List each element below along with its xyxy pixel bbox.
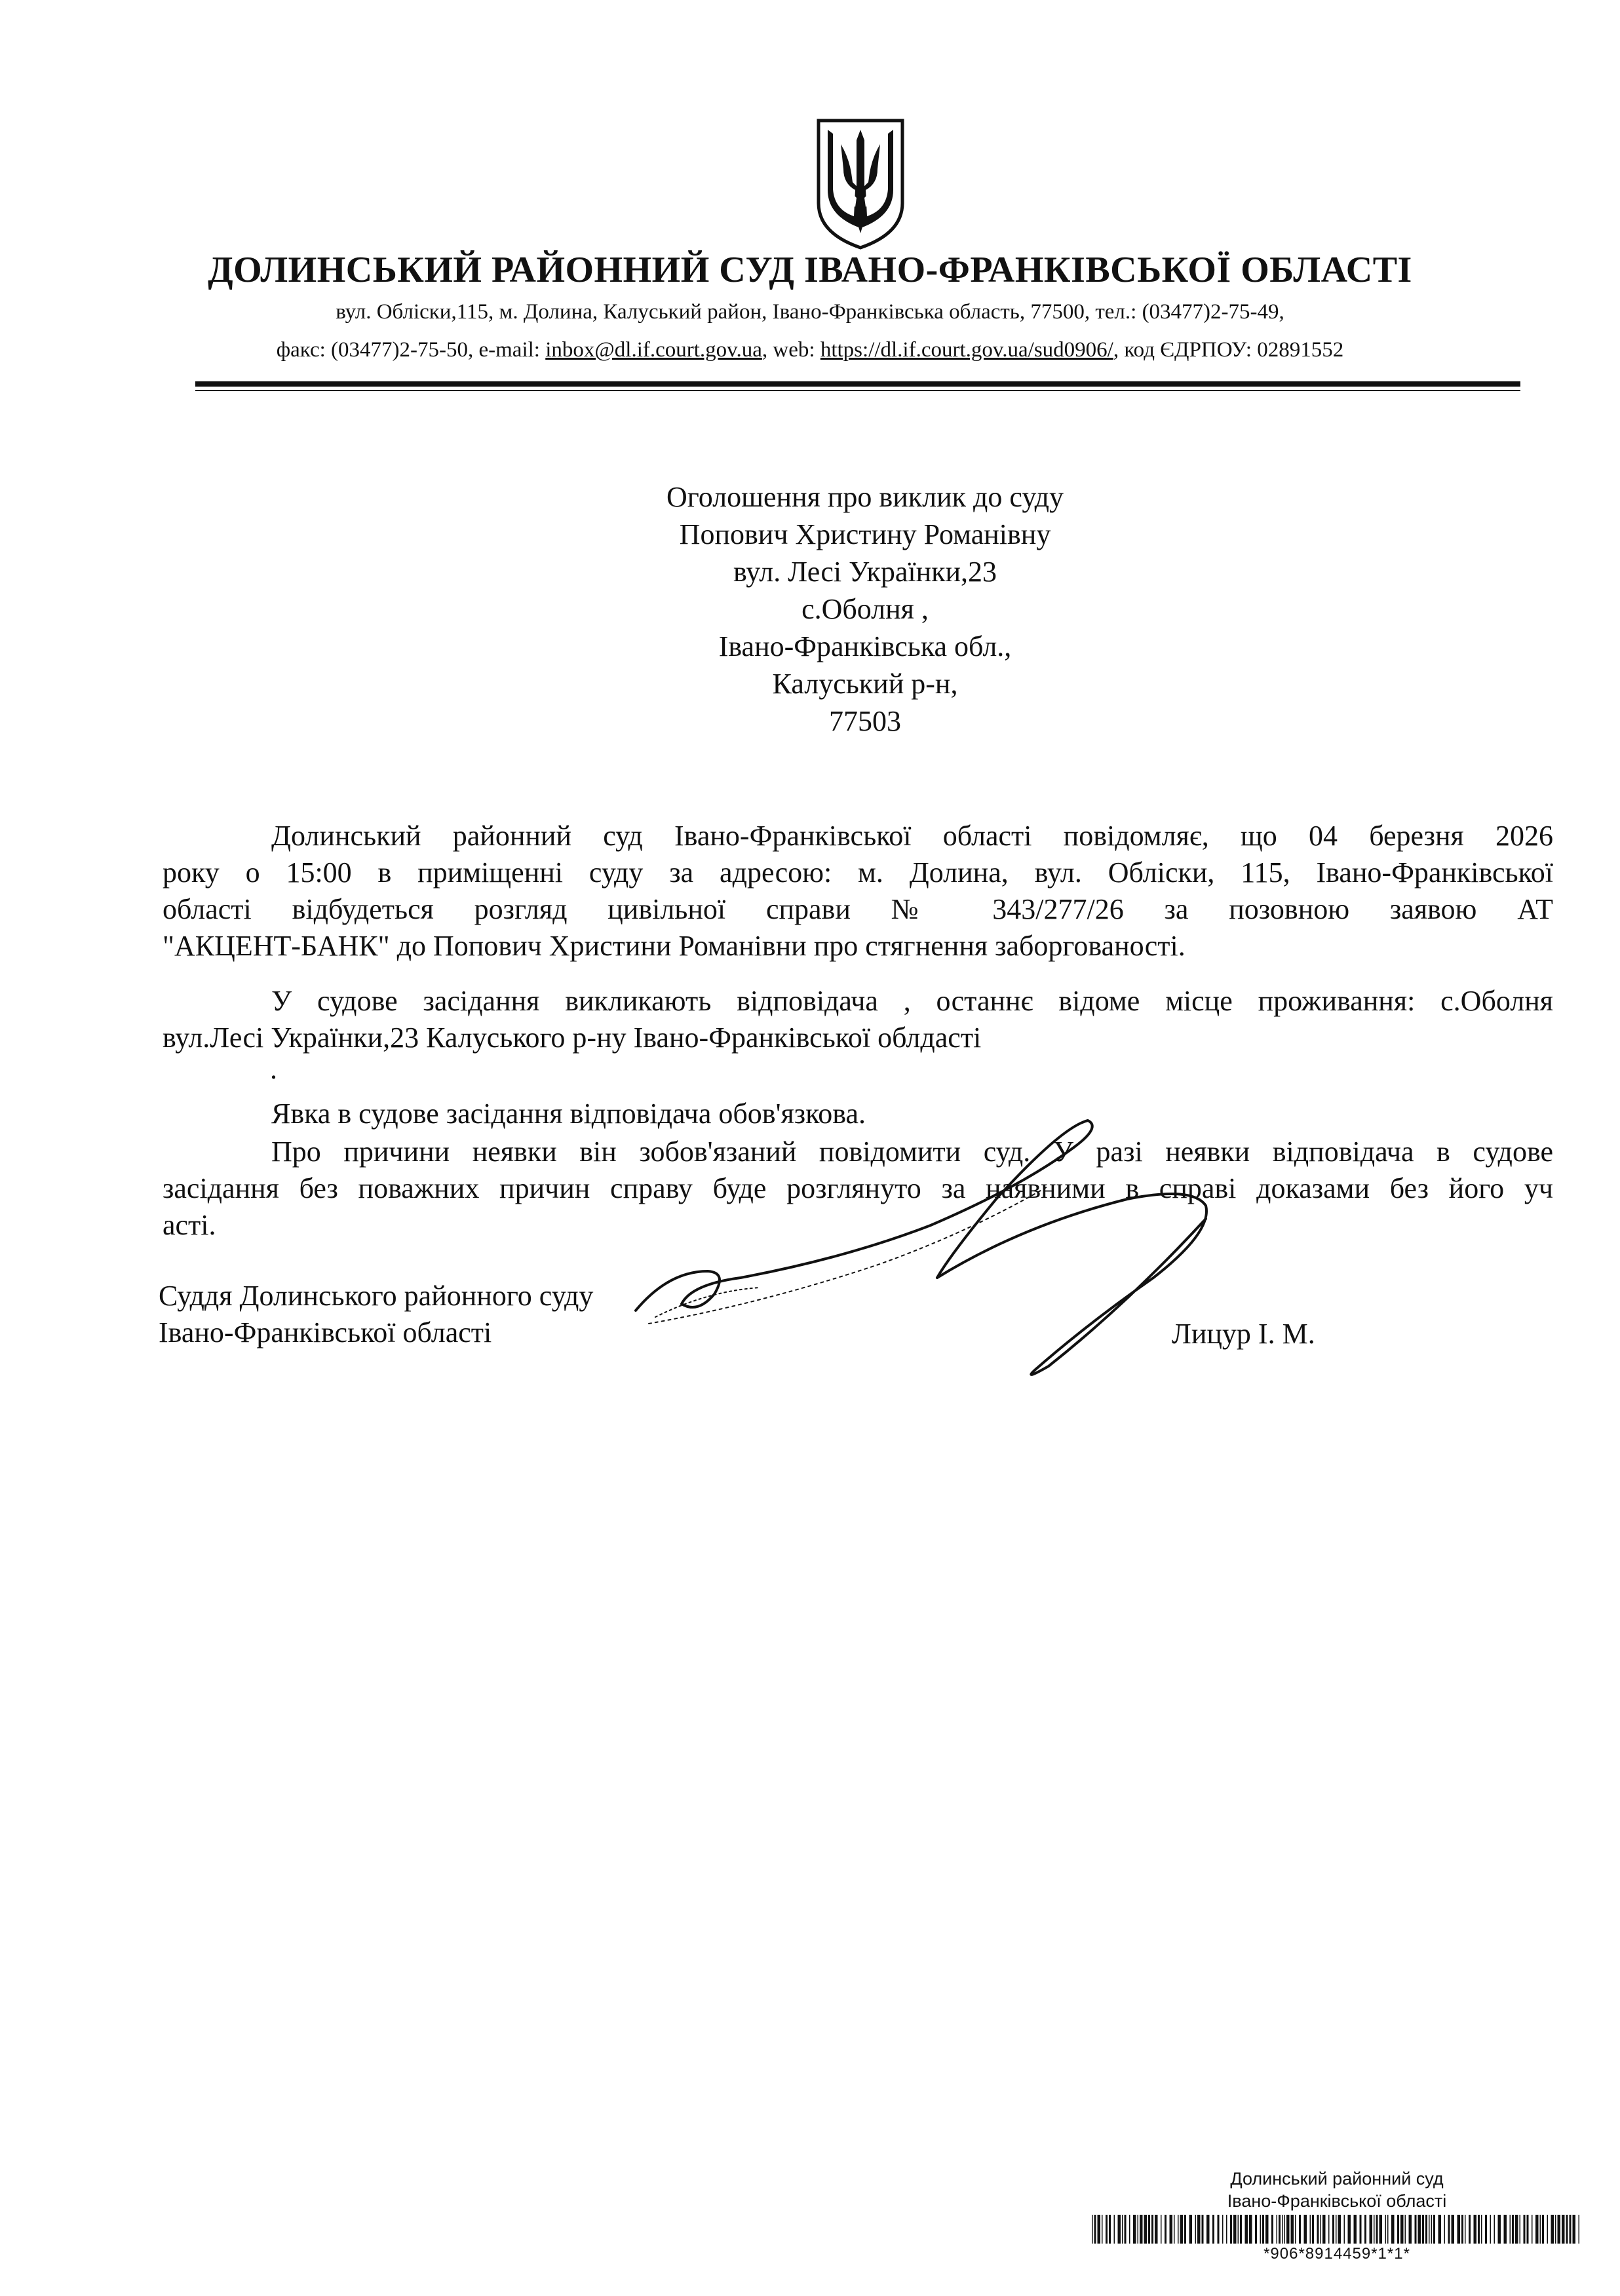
barcode-bar — [1262, 2215, 1264, 2244]
barcode-bar — [1094, 2215, 1096, 2244]
barcode-bar — [1336, 2215, 1337, 2244]
barcode-bar — [1573, 2215, 1576, 2244]
barcode-bar — [1195, 2215, 1197, 2244]
judge-title-line: Івано-Франківської області — [159, 1316, 492, 1349]
barcode-bar — [1535, 2215, 1539, 2244]
barcode-bar — [1360, 2215, 1362, 2244]
addressee-village: с.Оболня , — [801, 593, 929, 625]
barcode-bar — [1155, 2215, 1158, 2244]
barcode-bar — [1429, 2215, 1430, 2244]
barcode-bar — [1206, 2215, 1210, 2244]
barcode-bar — [1304, 2215, 1307, 2244]
court-address: вул. Обліски,115, м. Долина, Калуський район, Івано-Франківська область, 77500, тел.: (03477)2-75-49, — [336, 300, 1284, 324]
addressee-street: вул. Лесі Українки,23 — [733, 556, 997, 588]
barcode-bar — [1504, 2215, 1507, 2244]
barcode-bar — [1114, 2215, 1115, 2244]
addressee-postcode: 77503 — [829, 705, 901, 737]
barcode — [1092, 2215, 1583, 2244]
summons-paragraph — [163, 983, 1553, 1056]
barcode-bar — [1249, 2215, 1252, 2244]
barcode-bar — [1125, 2215, 1127, 2244]
barcode-bar — [1321, 2215, 1322, 2244]
barcode-bar — [1510, 2215, 1511, 2244]
barcode-bar — [1317, 2215, 1319, 2244]
barcode-bar — [1425, 2215, 1427, 2244]
barcode-bar — [1409, 2215, 1412, 2244]
barcode-bar — [1222, 2215, 1224, 2244]
barcode-bar — [1286, 2215, 1290, 2244]
barcode-bar — [1465, 2215, 1466, 2244]
barcode-bar — [1218, 2215, 1220, 2244]
barcode-bar — [1354, 2215, 1357, 2244]
barcode-bar — [1520, 2215, 1521, 2244]
barcode-bar — [1498, 2215, 1501, 2244]
barcode-bar — [1494, 2215, 1495, 2244]
court-name: ДОЛИНСЬКИЙ РАЙОННИЙ СУД ІВАНО-ФРАНКІВСЬКОЇ ОБЛАСТІ — [208, 250, 1412, 290]
barcode-bar — [1415, 2215, 1417, 2244]
barcode-bar — [1418, 2215, 1421, 2244]
barcode-bar — [1161, 2215, 1162, 2244]
barcode-bar — [1189, 2215, 1193, 2244]
paragraph-line: У судове засідання викликають відповідача , останнє відоме місце проживання: с.Оболня — [271, 985, 1553, 1017]
judge-title-line: Суддя Долинського районного суду — [159, 1280, 594, 1312]
barcode-bar — [1129, 2215, 1130, 2244]
paragraph-line: засідання без поважних причин справу буде розглянуто за наявними в справі доказами без його уч — [163, 1172, 1553, 1204]
addressee-name: Попович Христину Романівну — [679, 518, 1051, 550]
paragraph-line: асті. — [163, 1209, 216, 1241]
barcode-bar — [1332, 2215, 1334, 2244]
barcode-bar — [1312, 2215, 1314, 2244]
judge-name: Лицур І. М. — [1172, 1318, 1315, 1350]
stamp-court-line: Долинський районний суд — [1230, 2169, 1444, 2189]
barcode-bar — [1348, 2215, 1351, 2244]
barcode-bar — [1291, 2215, 1294, 2244]
barcode-bar — [1170, 2215, 1173, 2244]
barcode-bar — [1490, 2215, 1492, 2244]
paragraph-line: вул.Лесі Українки,23 Калуського р-ну Івано-Франківської облдасті — [163, 1022, 982, 1054]
stray-dot: . — [270, 1053, 277, 1085]
barcode-bar — [1265, 2215, 1269, 2244]
barcode-bar — [1374, 2215, 1375, 2244]
barcode-bar — [1562, 2215, 1565, 2244]
barcode-bar — [1397, 2215, 1399, 2244]
barcode-bar — [1184, 2215, 1186, 2244]
barcode-bar — [1405, 2215, 1406, 2244]
barcode-bar — [1178, 2215, 1179, 2244]
letterhead-rule-thick — [195, 381, 1520, 387]
barcode-bar — [1431, 2215, 1433, 2244]
barcode-bar — [1106, 2215, 1108, 2244]
barcode-bar — [1566, 2215, 1568, 2244]
barcode-bar — [1438, 2215, 1442, 2244]
barcode-bar — [1226, 2215, 1227, 2244]
website-link[interactable]: https://dl.if.court.gov.ua/sud0906/ — [820, 338, 1113, 362]
barcode-bar — [1271, 2215, 1273, 2244]
barcode-bar — [1202, 2215, 1204, 2244]
barcode-bar — [1165, 2215, 1167, 2244]
barcode-bar — [1532, 2215, 1533, 2244]
barcode-bar — [1478, 2215, 1480, 2244]
web-label: , web: — [762, 338, 820, 362]
barcode-bar — [1174, 2215, 1175, 2244]
barcode-bar — [1282, 2215, 1283, 2244]
barcode-bar — [1547, 2215, 1549, 2244]
barcode-bar — [1328, 2215, 1330, 2244]
barcode-bar — [1474, 2215, 1477, 2244]
barcode-bar — [1230, 2215, 1232, 2244]
barcode-number: *906*8914459*1*1* — [1263, 2245, 1410, 2263]
barcode-bar — [1138, 2215, 1139, 2244]
paragraph-line: року о 15:00 в приміщенні суду за адресою: м. Долина, вул. Обліски, 115, Івано-Франківської — [163, 856, 1553, 889]
barcode-bar — [1433, 2215, 1435, 2244]
barcode-bar — [1180, 2215, 1184, 2244]
addressee-district: Калуський р-н, — [772, 668, 958, 700]
letterhead-rule-thin — [195, 390, 1520, 391]
barcode-bar — [1310, 2215, 1311, 2244]
hearing-notice-paragraph — [163, 818, 1553, 965]
barcode-bar — [1140, 2215, 1143, 2244]
barcode-bar — [1322, 2215, 1326, 2244]
barcode-bar — [1344, 2215, 1345, 2244]
barcode-bar — [1279, 2215, 1281, 2244]
barcode-bar — [1260, 2215, 1262, 2244]
registration-stamp — [1088, 2169, 1586, 2280]
email-link[interactable]: inbox@dl.if.court.gov.ua — [545, 338, 762, 362]
barcode-bar — [1277, 2215, 1278, 2244]
barcode-bar — [1452, 2215, 1455, 2244]
barcode-bar — [1370, 2215, 1373, 2244]
fax-label: факс: (03477)2-75-50, e-mail: — [276, 338, 546, 362]
barcode-bar — [1461, 2215, 1463, 2244]
addressee-block — [537, 478, 1193, 740]
barcode-bar — [1400, 2215, 1404, 2244]
barcode-bar — [1098, 2215, 1101, 2244]
notice-heading: Оголошення про виклик до суду — [666, 481, 1064, 513]
barcode-bar — [1122, 2215, 1123, 2244]
barcode-bar — [1448, 2215, 1450, 2244]
barcode-bar — [1338, 2215, 1341, 2244]
barcode-bar — [1542, 2215, 1544, 2244]
barcode-bar — [1391, 2215, 1395, 2244]
edrpou-code: , код ЄДРПОУ: 02891552 — [1113, 338, 1344, 362]
barcode-bar — [1551, 2215, 1554, 2244]
barcode-bar — [1212, 2215, 1214, 2244]
barcode-bar — [1299, 2215, 1301, 2244]
barcode-bar — [1364, 2215, 1366, 2244]
barcode-bar — [1144, 2215, 1148, 2244]
barcode-bar — [1527, 2215, 1529, 2244]
barcode-bar — [1092, 2215, 1093, 2244]
court-contacts — [0, 338, 1620, 362]
barcode-bar — [1233, 2215, 1237, 2244]
barcode-bar — [1240, 2215, 1242, 2244]
barcode-bar — [1385, 2215, 1387, 2244]
paragraph-line: області відбудеться розгляд цивільної справи № 343/277/26 за позовною заявою АТ — [163, 893, 1553, 925]
barcode-bar — [1238, 2215, 1239, 2244]
barcode-bar — [1387, 2215, 1389, 2244]
barcode-bar — [1485, 2215, 1487, 2244]
barcode-bar — [1512, 2215, 1514, 2244]
barcode-bar — [1148, 2215, 1150, 2244]
barcode-bar — [1197, 2215, 1201, 2244]
barcode-bar — [1109, 2215, 1111, 2244]
judge-title — [159, 1278, 593, 1351]
barcode-bar — [1255, 2215, 1257, 2244]
barcode-bar — [1481, 2215, 1482, 2244]
stamp-region-line: Івано-Франківської області — [1227, 2191, 1447, 2211]
barcode-bar — [1555, 2215, 1556, 2244]
barcode-bar — [1457, 2215, 1461, 2244]
barcode-bar — [1540, 2215, 1541, 2244]
paragraph-line: Про причини неявки він зобов'язаний повідомити суд. У разі неявки відповідача в судове — [271, 1136, 1553, 1168]
barcode-bar — [1151, 2215, 1153, 2244]
handwritten-signature — [629, 1107, 1284, 1389]
barcode-bar — [1515, 2215, 1518, 2244]
barcode-bar — [1558, 2215, 1561, 2244]
paragraph-line: Долинський районний суд Івано-Франківської області повідомляє, що 04 березня 2026 — [271, 820, 1553, 852]
barcode-bar — [1284, 2215, 1286, 2244]
barcode-bar — [1469, 2215, 1471, 2244]
barcode-bar — [1376, 2215, 1378, 2244]
paragraph-line: Явка в судове засідання відповідача обов'язкова. — [271, 1098, 866, 1130]
barcode-bar — [1444, 2215, 1446, 2244]
barcode-bar — [1295, 2215, 1296, 2244]
paragraph-line: "АКЦЕНТ-БАНК" до Попович Христини Романівни про стягнення заборгованості. — [163, 930, 1186, 962]
barcode-bar — [1422, 2215, 1424, 2244]
addressee-region: Івано-Франківська обл., — [718, 630, 1012, 662]
barcode-bar — [1570, 2215, 1572, 2244]
coat-of-arms-icon — [815, 118, 906, 250]
barcode-bar — [1133, 2215, 1136, 2244]
barcode-bar — [1524, 2215, 1526, 2244]
barcode-bar — [1118, 2215, 1121, 2244]
barcode-bar — [1379, 2215, 1383, 2244]
barcode-bar — [1102, 2215, 1103, 2244]
barcode-bar — [1579, 2215, 1580, 2244]
barcode-bar — [1245, 2215, 1248, 2244]
